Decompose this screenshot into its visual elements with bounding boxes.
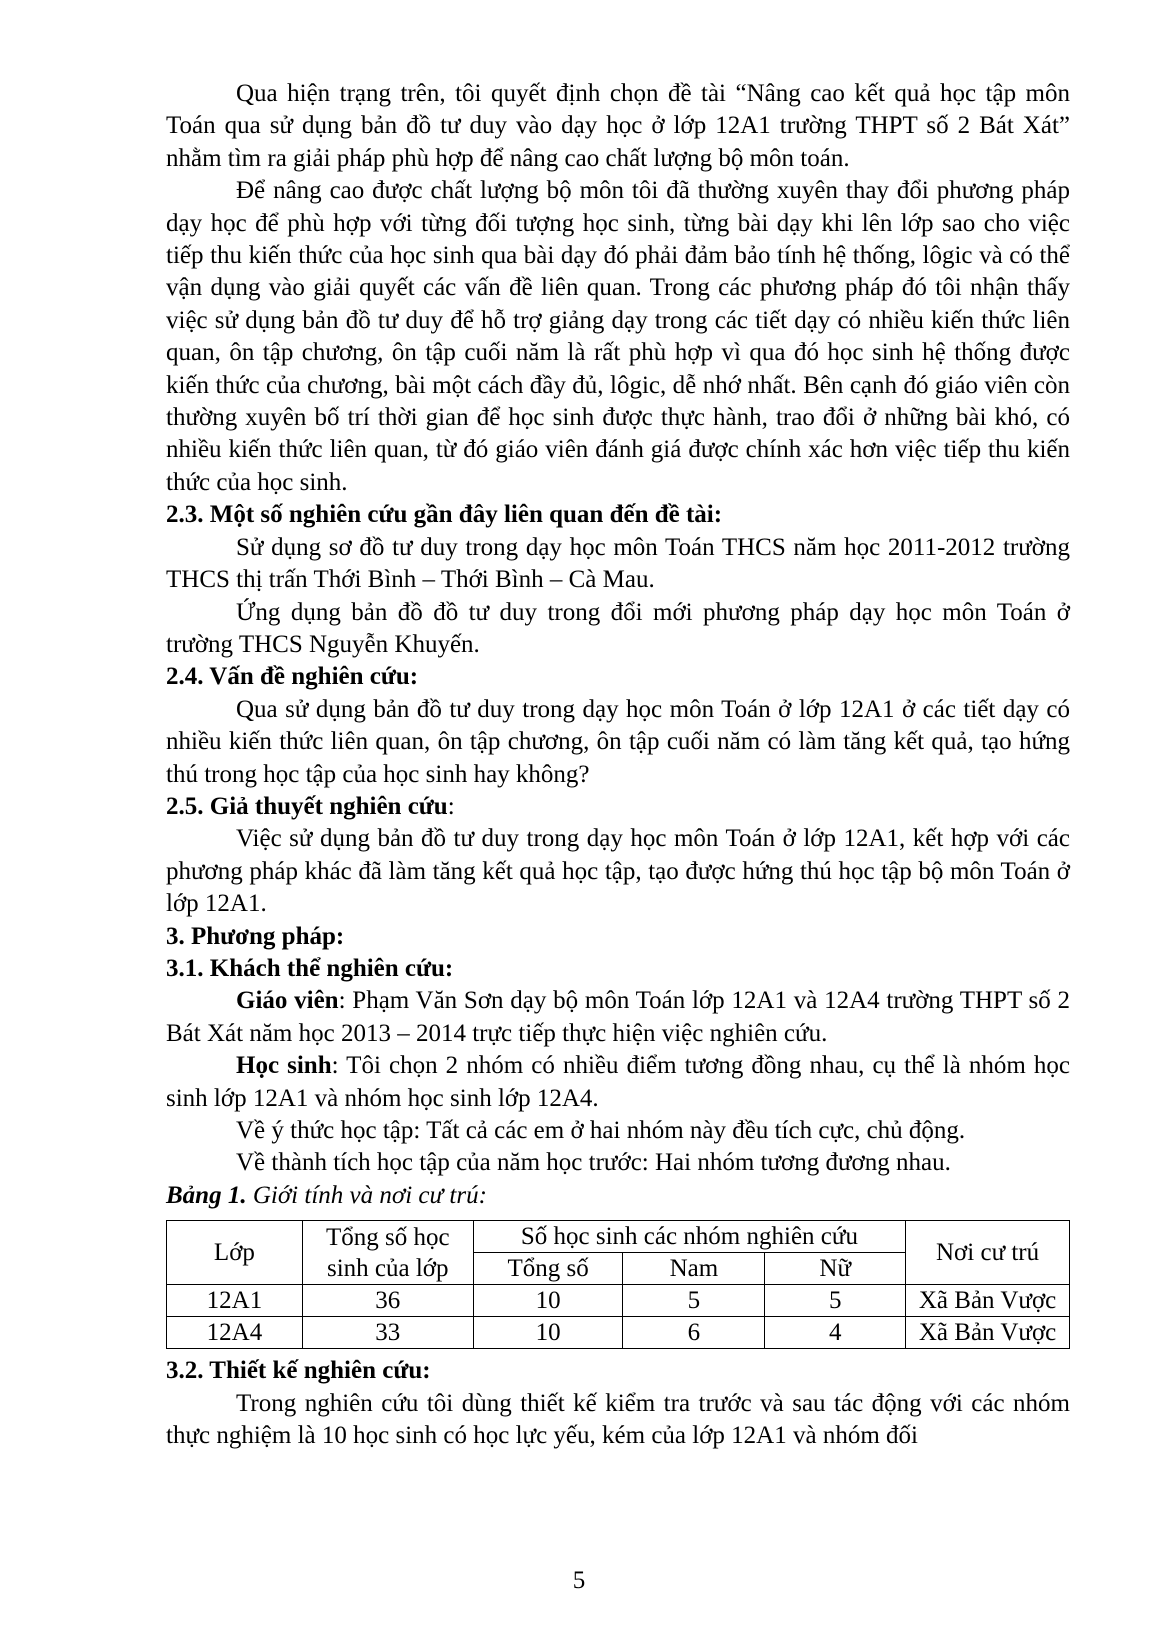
cell-residence: Xã Bản Vược — [906, 1285, 1070, 1317]
table-caption — [166, 1180, 1070, 1212]
page-number: 5 — [572, 1567, 586, 1594]
paragraph-study-2: Ứng dụng bản đồ đồ tư duy trong đổi mới phương pháp dạy học môn Toán ở trường THCS Nguyễn Khuyến. — [166, 598, 1070, 658]
header-total-students: Tổng số học sinh của lớp — [302, 1221, 473, 1285]
cell-female: 5 — [765, 1285, 906, 1317]
paragraph-hypothesis: Việc sử dụng bản đồ tư duy trong dạy học môn Toán ở lớp 12A1, kết hợp với các phương pháp khác đã làm tăng kết quả học tập, tạo được hứng thú học tập bộ môn Toán ở lớp 12A1. — [166, 825, 1070, 918]
cell-total: 36 — [302, 1285, 473, 1317]
paragraph-previous-results: Về thành tích học tập của năm học trước: Hai nhóm tương đương nhau. — [236, 1149, 951, 1177]
header-class: Lớp — [167, 1221, 303, 1285]
heading-2-5 — [166, 791, 1070, 823]
table-header-row — [167, 1221, 1070, 1253]
paragraph-topic-choice: Qua hiện trạng trên, tôi quyết định chọn đề tài “Nâng cao kết quả học tập môn Toán qua sử dụng bản đồ tư duy vào dạy học ở lớp 12A1 trường THPT số 2 Bát Xát” nhằm tìm ra giải pháp phù hợp để nâng cao chất lượng bộ môn toán. — [166, 80, 1070, 172]
heading-2-4: 2.4. Vấn đề nghiên cứu: — [166, 663, 419, 691]
cell-male: 5 — [623, 1285, 765, 1317]
heading-3-2: 3.2. Thiết kế nghiên cứu: — [166, 1357, 431, 1385]
paragraph-attitude: Về ý thức học tập: Tất cả các em ở hai nhóm này đều tích cực, chủ động. — [236, 1117, 966, 1144]
header-residence: Nơi cư trú — [906, 1221, 1070, 1285]
heading-3-1: 3.1. Khách thể nghiên cứu: — [166, 954, 454, 982]
paragraph-students — [166, 1050, 1070, 1115]
cell-female: 4 — [765, 1317, 906, 1349]
table-caption-text: Giới tính và nơi cư trú: — [246, 1181, 487, 1209]
cell-male: 6 — [623, 1317, 765, 1349]
table-row — [167, 1317, 1070, 1349]
students-label: Học sinh — [236, 1052, 332, 1080]
paragraph-design: Trong nghiên cứu tôi dùng thiết kế kiểm tra trước và sau tác động với các nhóm thực nghiệm là 10 học sinh có học lực yếu, kém của lớp 12A1 và nhóm đối — [166, 1389, 1070, 1450]
heading-2-3: 2.3. Một số nghiên cứu gần đây liên quan đến đề tài: — [166, 501, 723, 529]
header-female: Nữ — [765, 1253, 906, 1285]
students-text: : Tôi chọn 2 nhóm có nhiều điểm tương đồng nhau, cụ thể là nhóm học sinh lớp 12A1 và nhóm học sinh lớp 12A4. — [166, 1052, 1070, 1112]
gender-residence-table — [166, 1220, 1070, 1349]
table-row — [167, 1285, 1070, 1317]
header-group-total: Tổng số — [473, 1253, 623, 1285]
teacher-text: : Phạm Văn Sơn dạy bộ môn Toán lớp 12A1 và 12A4 trường THPT số 2 Bát Xát năm học 2013 – 2014 trực tiếp thực hiện việc nghiên cứu. — [166, 987, 1070, 1047]
cell-group-total: 10 — [473, 1317, 623, 1349]
paragraph-method-change: Để nâng cao được chất lượng bộ môn tôi đã thường xuyên thay đổi phương pháp dạy học để phù hợp với từng đối tượng học sinh, từng bài dạy khi lên lớp sao cho việc tiếp thu kiến thức của học sinh qua bài dạy đó phải đảm bảo tính hệ thống, lôgic và có thể vận dụng vào giải quyết các vấn đề liên quan. Trong các phương pháp đó tôi nhận thấy việc sử dụng bản đồ tư duy để hỗ trợ giảng dạy trong các tiết dạy có nhiều kiến thức liên quan, ôn tập chương, ôn tập cuối năm là rất phù hợp vì qua đó học sinh hệ thống được kiến thức của chương, bài một cách đầy đủ, lôgic, dễ nhớ nhất. Bên cạnh đó giáo viên còn thường xuyên bố trí thời gian để học sinh được thực hành, trao đổi ở những bài khó, có nhiều kiến thức liên quan, từ đó giáo viên đánh giá được chính xác hơn việc tiếp thu kiến thức của học sinh. — [166, 177, 1070, 496]
header-groups: Số học sinh các nhóm nghiên cứu — [473, 1221, 905, 1253]
paragraph-teacher — [166, 985, 1070, 1050]
cell-total: 33 — [302, 1317, 473, 1349]
teacher-label: Giáo viên — [236, 987, 339, 1015]
cell-class: 12A1 — [167, 1285, 303, 1317]
paragraph-study-1: Sử dụng sơ đồ tư duy trong dạy học môn Toán THCS năm học 2011-2012 trường THCS thị trấn Thới Bình – Thới Bình – Cà Mau. — [166, 533, 1070, 594]
heading-2-5-colon: : — [447, 792, 455, 820]
cell-group-total: 10 — [473, 1285, 623, 1317]
cell-residence: Xã Bản Vược — [906, 1317, 1070, 1349]
cell-class: 12A4 — [167, 1317, 303, 1349]
heading-3: 3. Phương pháp: — [166, 922, 345, 950]
heading-2-5-bold: 2.5. Giả thuyết nghiên cứu — [166, 792, 448, 820]
header-male: Nam — [623, 1253, 765, 1285]
table-caption-label: Bảng 1. — [166, 1181, 247, 1209]
paragraph-research-question: Qua sử dụng bản đồ tư duy trong dạy học môn Toán ở lớp 12A1 ở các tiết dạy có nhiều kiến thức liên quan, ôn tập chương, ôn tập cuối năm có làm tăng kết quả, tạo hứng thú trong học tập của học sinh hay không? — [166, 695, 1070, 788]
